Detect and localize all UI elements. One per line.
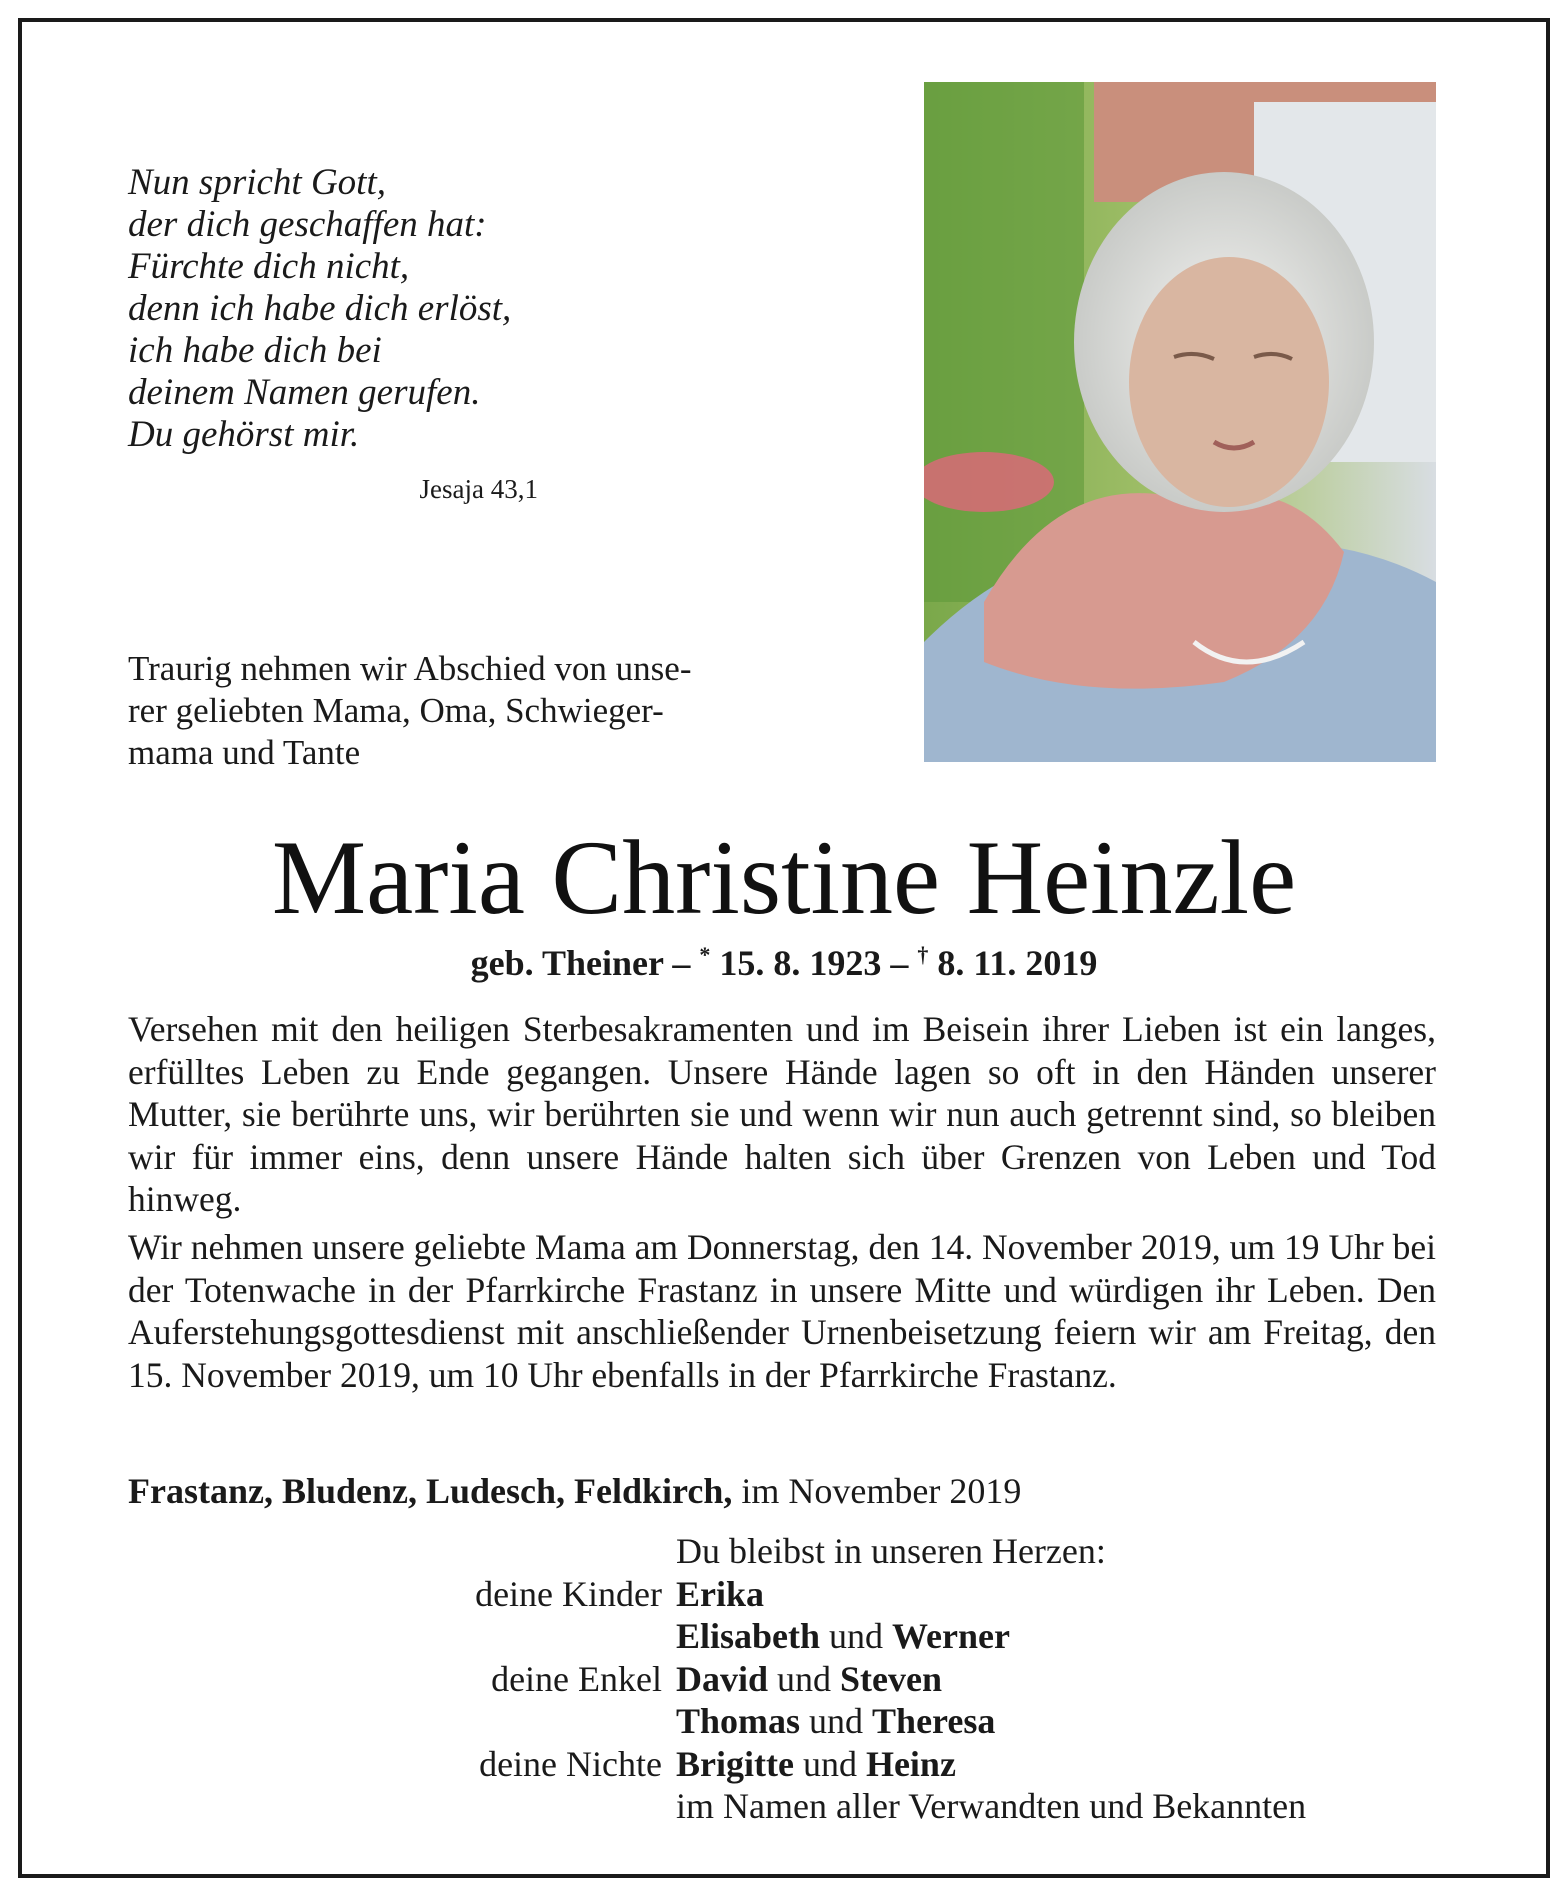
birth-date: 15. 8. 1923 [710,943,882,983]
portrait-photo [924,82,1436,762]
family-row [400,1700,1306,1743]
family-member: Thomas [676,1701,801,1741]
family-row [400,1743,1306,1786]
paragraph-service: Wir nehmen unsere geliebte Mama am Donnerstag, den 14. November 2019, um 19 Uhr bei der Totenwache in der Pfarrkirche Frastanz in unsere Mitte und würdigen ihr Leben. Den Auferstehungsgottesdienst mit anschließender Urnenbeisetzung feiern wir am Freitag, den 15. November 2019, um 10 Uhr ebenfalls in der Pfarrkirche Frastanz. [128,1227,1436,1395]
life-dates [0,942,1568,984]
family-row [400,1615,1306,1658]
death-date: 8. 11. 2019 [928,943,1098,983]
family-row [400,1573,1306,1616]
family-member: Theresa [872,1701,996,1741]
places-names: Frastanz, Bludenz, Ludesch, Feldkirch, [128,1471,733,1511]
conjunction: und [800,1701,873,1741]
relation-label: deine Nichte [479,1743,662,1784]
birth-mark: * [699,942,711,967]
family-member: Heinz [865,1743,956,1784]
relation-label: deine Enkel [491,1658,662,1699]
intro-text: Traurig nehmen wir Abschied von unse- rer geliebten Mama, Oma, Schwieger- mama und Tante [128,649,692,772]
paragraph-memorial: Versehen mit den heiligen Sterbesakramenten und im Beisein ihrer Lieben ist ein langes, erfülltes Leben zu Ende gegangen. Unsere Hände lagen so oft in den Händen unserer Mutter, sie berührte uns, wir berührten sie und wenn wir nun auch getrennt sind, so bleiben wir für immer eins, denn unsere Hände halten sich über Grenzen von Leben und Tod hinweg. [128,1009,1436,1219]
maiden-name: geb. Theiner [470,943,664,983]
death-mark: † [917,942,929,967]
dash: – [663,943,700,983]
family-row [400,1658,1306,1701]
conjunction: und [768,1658,841,1699]
verse-reference: Jesaja 43,1 [419,474,538,504]
deceased-name: Maria Christine Heinzle [271,819,1297,936]
family-list [400,1530,1306,1828]
family-member: Steven [840,1658,943,1699]
dash: – [881,943,918,983]
closing-line: im Namen aller Verwandten und Bekannten [676,1786,1307,1826]
family-member: Werner [892,1616,1010,1656]
relation-label: deine Kinder [475,1573,662,1614]
family-member: David [676,1658,769,1699]
conjunction: und [793,1743,866,1784]
family-heading: Du bleibst in unseren Herzen: [676,1531,1106,1571]
conjunction: und [820,1616,893,1656]
bible-verse: Nun spricht Gott, der dich geschaffen hat: Fürchte dich nicht, denn ich habe dich erlöst, ich habe dich bei deinem Namen gerufen. Du gehörst mir. [128,162,512,455]
family-member: Brigitte [676,1743,794,1784]
family-member: Elisabeth [676,1616,821,1656]
portrait-illustration [924,82,1436,762]
family-member: Erika [676,1573,765,1614]
places-line [128,1470,1021,1512]
places-date: im November 2019 [732,1471,1022,1511]
